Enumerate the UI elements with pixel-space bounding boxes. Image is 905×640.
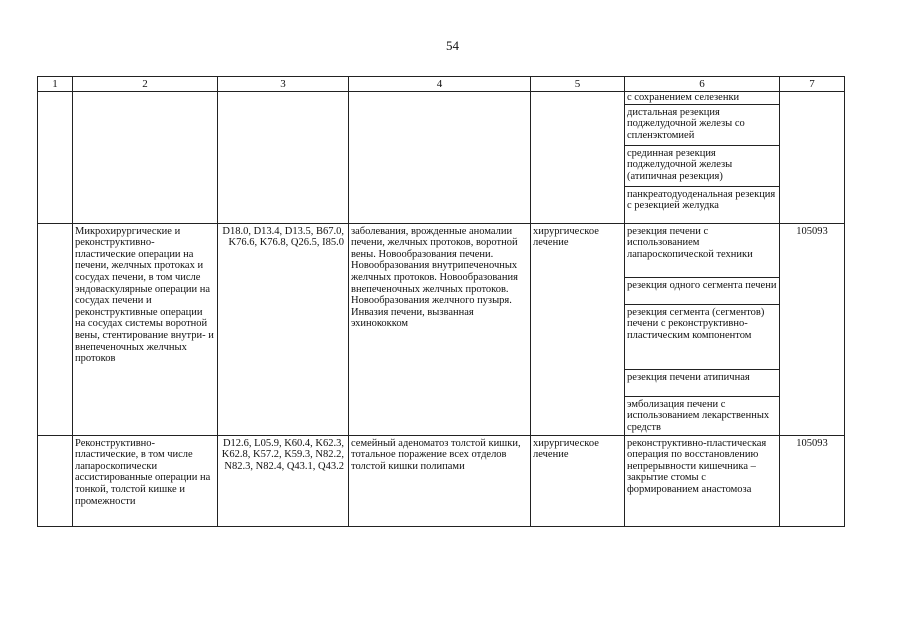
table-row — [38, 435, 845, 526]
disease-model-cell: семейный аденоматоз толстой кишки, тотальное поражение всех отделов толстой кишки полипами — [349, 435, 531, 526]
page-number: 54 — [446, 38, 459, 53]
method-cell: срединная резекция поджелудочной железы (атипичная резекция) — [625, 145, 780, 186]
cost-cell: 105093 — [780, 435, 845, 526]
icd-codes-cell: D12.6, L05.9, K60.4, K62.3, K62.8, K57.2, K59.3, N82.2, N82.3, N82.4, Q43.1, Q43.2 — [218, 435, 349, 526]
treatment-type-cell: хирургическое лечение — [531, 435, 625, 526]
col-header-6: 6 — [625, 77, 780, 92]
method-cell: панкреатодуоденальная резекция с резекцией желудка — [625, 186, 780, 223]
method-cell: с сохранением селезенки — [625, 92, 780, 105]
col-header-4: 4 — [349, 77, 531, 92]
method-cell: дистальная резекция поджелудочной железы со спленэктомией — [625, 104, 780, 145]
disease-model-cell: заболевания, врожденные аномалии печени, желчных протоков, воротной вены. Новообразования печени. Новообразования внутрипеченочных желчных протоков. Новообразования внепеченочных желчных протоков. Новообразования желчного пузыря. Инвазия печени, вызванная эхинококком — [349, 223, 531, 435]
intervention-name-cell: Микрохирургические и реконструктивно-пластические операции на печени, желчных протоках и сосудах печени, в том числе эндоваскулярные операции на сосудах печени и реконструктивные операции на сосудах системы воротной вены, стентирование внутри- и внепеченочных желчных протоков — [73, 223, 218, 435]
col-header-3: 3 — [218, 77, 349, 92]
cell-empty — [218, 92, 349, 224]
cell-empty — [38, 92, 73, 224]
table-row — [38, 223, 845, 277]
cell-empty — [38, 435, 73, 526]
table-row — [38, 92, 845, 105]
intervention-name-cell: Реконструктивно-пластические, в том числе лапароскопически ассистированные операции на тонкой, толстой кишке и промежности — [73, 435, 218, 526]
method-cell: резекция печени атипичная — [625, 369, 780, 396]
cell-empty — [38, 223, 73, 435]
method-cell: реконструктивно-пластическая операция по восстановлению непрерывности кишечника – закрытие стомы с формированием анастомоза — [625, 435, 780, 526]
method-cell: эмболизация печени с использованием лекарственных средств — [625, 396, 780, 435]
treatment-type-cell: хирургическое лечение — [531, 223, 625, 435]
column-numbers-row — [38, 77, 845, 92]
col-header-2: 2 — [73, 77, 218, 92]
cost-cell: 105093 — [780, 223, 845, 435]
cell-empty — [349, 92, 531, 224]
col-header-1: 1 — [38, 77, 73, 92]
cell-empty — [780, 92, 845, 224]
cell-empty — [73, 92, 218, 224]
method-cell: резекция печени с использованием лапароскопической техники — [625, 223, 780, 277]
medical-care-table — [37, 76, 845, 527]
method-cell: резекция сегмента (сегментов) печени с реконструктивно-пластическим компонентом — [625, 304, 780, 369]
cell-empty — [531, 92, 625, 224]
col-header-5: 5 — [531, 77, 625, 92]
col-header-7: 7 — [780, 77, 845, 92]
icd-codes-cell: D18.0, D13.4, D13.5, B67.0, K76.6, K76.8, Q26.5, I85.0 — [218, 223, 349, 435]
method-cell: резекция одного сегмента печени — [625, 277, 780, 304]
